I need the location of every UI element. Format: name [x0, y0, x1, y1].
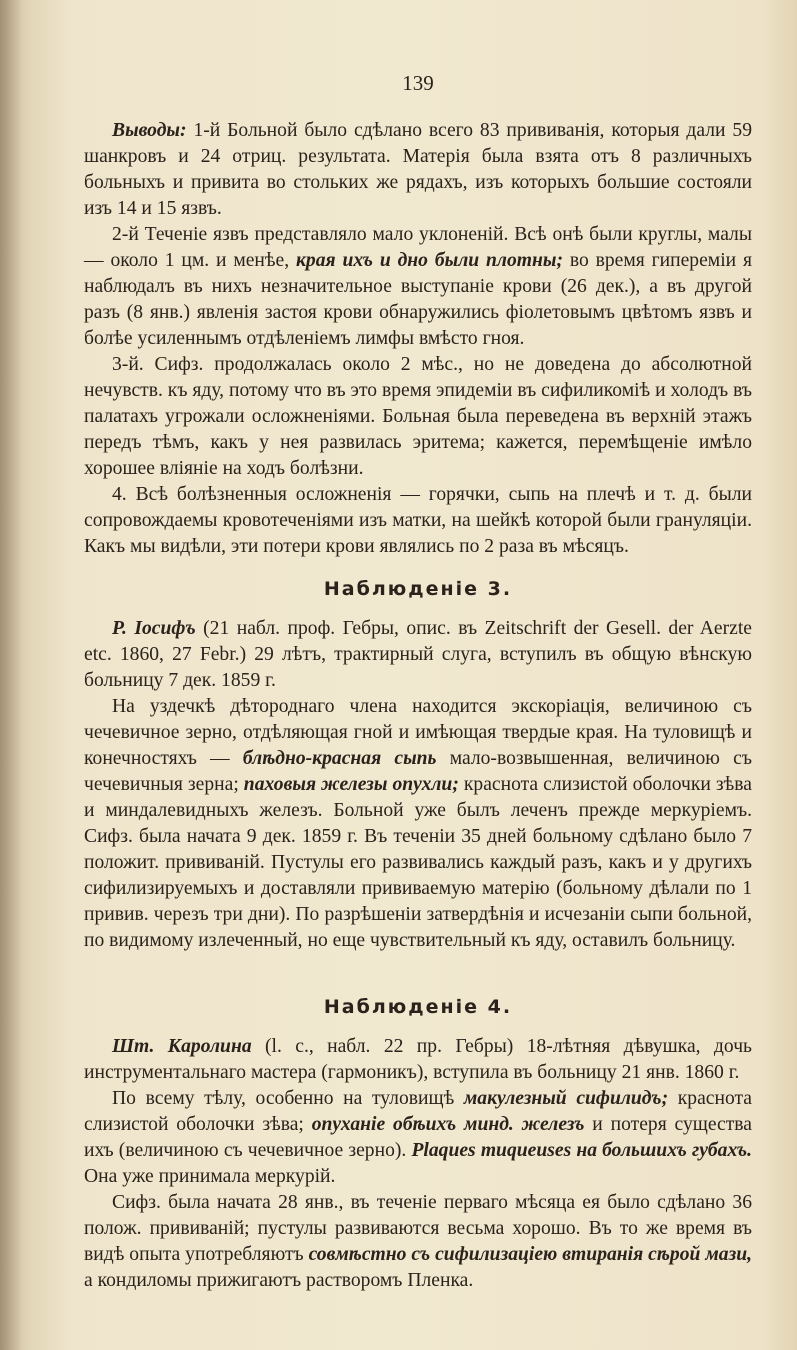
section-spacer: [84, 954, 752, 978]
conclusion-2-paragraph: [84, 222, 752, 352]
obs4-treatment-text-a: Сифз. была начата 28 янв., въ теченіе перваго мѣсяца ея было сдѣлано 36 полож. прививаній; пустулы развиваются весьма хорошо. Въ то же время въ видѣ опыта употребляютъ: [84, 1192, 752, 1265]
observation-4-intro: [84, 1034, 752, 1086]
conclusion-4-paragraph: 4. Всѣ болѣзненныя осложненія — горячки, сыпь на плечѣ и т. д. были сопровождаемы кровотеченіями изъ матки, на шейкѣ которой были грануляціи. Какъ мы видѣли, эти потери крови являлись по 2 раза въ мѣсяцъ.: [84, 484, 752, 557]
obs3-text-a: На уздечкѣ дѣтороднаго члена находится экскоріація, величиною съ чечевичное зерно, отдѣляющая гной и имѣющая твердые края. На туловищѣ и конечностяхъ —: [84, 696, 752, 769]
obs4-emphasis-2: опуханіе обѣихъ минд. железъ: [311, 1114, 585, 1135]
obs4-text-c: и потеря существа ихъ (величиною съ чечевичное зерно).: [84, 1114, 752, 1161]
patient-name: Шт. Каролина: [112, 1036, 252, 1057]
obs3-emphasis-2: паховыя железы опухли;: [243, 774, 459, 795]
conclusions-label: Выводы:: [112, 120, 187, 141]
observation-4-body: [84, 1086, 752, 1190]
observation-3-intro-text: (21 набл. проф. Гебры, опис. въ Zeitschrift der Gesell. der Aerzte etc. 1860, 27 Febr.) 29 лѣтъ, трактирный слуга, вступилъ въ общую вѣнскую больницу 7 дек. 1859 г.: [84, 618, 752, 691]
observation-3-heading: Наблюденіе 3.: [323, 578, 513, 600]
conclusion-2-emphasis: края ихъ и дно были плотны;: [296, 250, 563, 271]
observation-3-body: [84, 694, 752, 954]
conclusions-paragraph: [84, 118, 752, 222]
obs4-text-a: По всему тѣлу, особенно на туловищѣ: [112, 1088, 464, 1109]
obs4-treatment-emphasis: совмѣстно съ сифилизаціею втиранія сѣрой мази,: [308, 1244, 753, 1265]
conclusion-3-paragraph: 3-й. Сифз. продолжалась около 2 мѣс., но не доведена до абсолютной нечувств. къ яду, потому что въ это время эпидеміи въ сифиликоміѣ и холодъ въ палатахъ угрожали осложненіями. Больная была переведена въ верхній этажъ передъ тѣмъ, какъ у нея развилась эритема; кажется, перемѣщеніе имѣло хорошее вліяніе на ходъ болѣзни.: [84, 354, 752, 479]
observation-4-intro-text: (l. c., набл. 22 пр. Гебры) 18-лѣтняя дѣвушка, дочь инструментальнаго мастера (гармоникъ), вступила въ больницу 21 янв. 1860 г.: [84, 1036, 752, 1083]
obs4-treatment-text-b: а кондиломы прижигаютъ растворомъ Пленка.: [84, 1270, 474, 1291]
observation-4-treatment: [84, 1190, 752, 1294]
page-number: 139: [402, 71, 434, 95]
obs4-text-b: краснота слизистой оболочки зѣва;: [84, 1088, 752, 1135]
observation-4-heading: Наблюденіе 4.: [323, 996, 513, 1018]
obs3-text-c: краснота слизистой оболочки зѣва и миндалевидныхъ железъ. Больной уже былъ леченъ прежде меркуріемъ. Сифз. была начата 9 дек. 1859 г. Въ теченіи 35 дней больному сдѣлано было 7 положит. прививаній. Пустулы его развивались каждый разъ, какъ и у другихъ сифилизируемыхъ и доставляли прививаемую матерію (больному дѣлали по 1 привив. черезъ три дни). По разрѣшеніи затвердѣнія и исчезаніи сыпи больной, по видимому излеченный, но еще чувствительный къ яду, оставилъ больницу.: [84, 774, 752, 951]
obs4-emphasis-1: макулезный сифилидъ;: [463, 1088, 669, 1109]
obs3-emphasis-1: блѣдно-красная сыпь: [242, 748, 437, 769]
patient-name: Р. Іосифъ: [112, 618, 196, 639]
observation-3-intro: [84, 616, 752, 694]
obs3-text-b: мало-возвышенная, величиною съ чечевичныя зерна;: [84, 748, 752, 795]
conclusion-2-text-a: 2-й Теченіе язвъ представляло мало уклоненій. Всѣ онѣ были круглы, малы — около 1 цм. и менѣе,: [84, 224, 752, 271]
page-gutter-shadow: [0, 0, 22, 1350]
obs4-text-d: Она уже принимала меркурій.: [84, 1166, 336, 1187]
conclusions-text: 1-й Больной было сдѣлано всего 83 прививанія, которыя дали 59 шанкровъ и 24 отриц. результата. Матерія была взята отъ 8 различныхъ больныхъ и привита во стольких же рядахъ, изъ которыхъ большие состояли изъ 14 и 15 язвъ.: [84, 120, 752, 219]
obs4-emphasis-3: Plaques muqueuses на большихъ губахъ.: [411, 1140, 753, 1161]
page-text-block: [84, 70, 752, 1294]
conclusion-2-text-b: во время гипереміи я наблюдалъ въ нихъ незначительное выступаніе крови (26 дек.), а въ другой разъ (8 янв.) явленія застоя крови обнаружились фіолетовымъ цвѣтомъ язвъ и болѣе усиленнымъ отдѣленіемъ лимфы вмѣсто гноя.: [84, 250, 752, 349]
